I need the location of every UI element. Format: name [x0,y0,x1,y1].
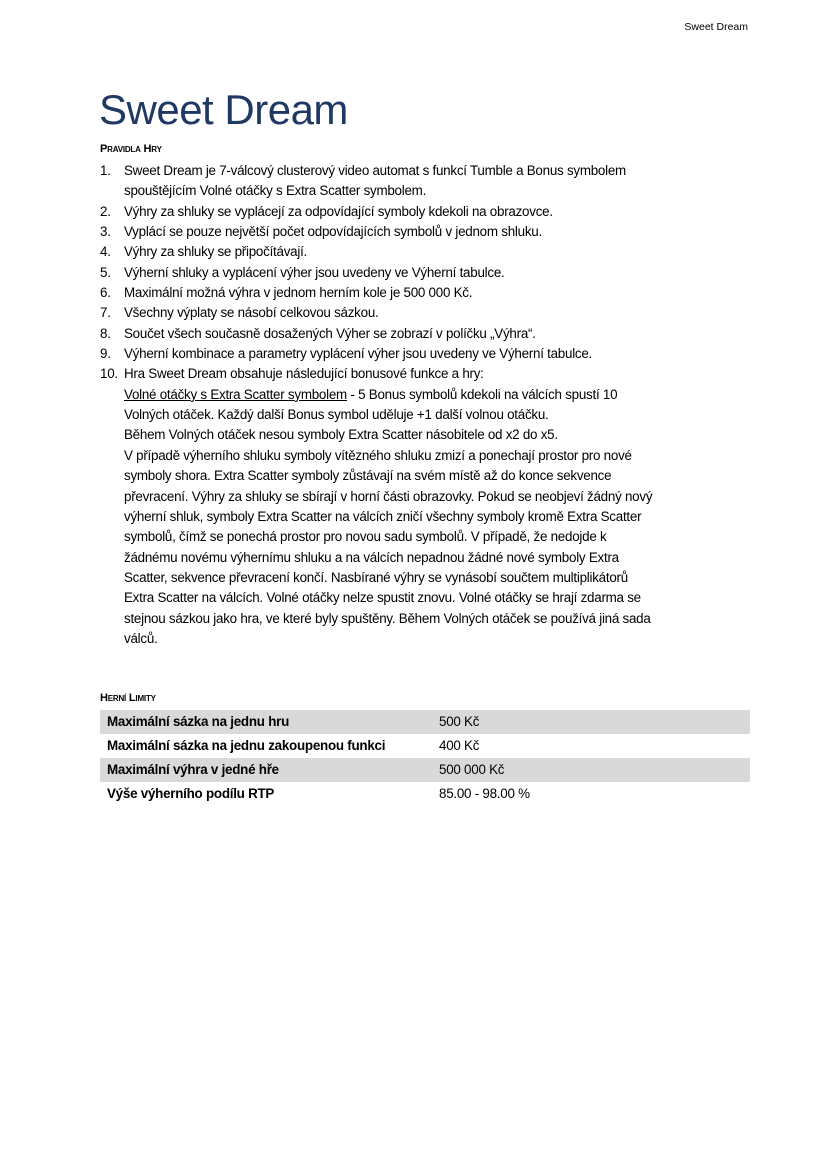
rule-item [100,242,760,262]
rule-item [100,364,760,649]
rule-item [100,161,760,202]
rule-number: 3. [100,224,111,240]
rule-text [124,344,592,364]
rule-line: Vyplácí se pouze největší počet odpovídajících symbolů v jednom shluku. [124,224,542,240]
limits-heading: Herní Limity [100,692,156,704]
rule-line: Všechny výplaty se násobí celkovou sázkou. [124,305,379,321]
rule-text [124,324,536,344]
rule-item [100,303,760,323]
rule-item [100,263,760,283]
rule-line: Výhry za shluky se připočítávají. [124,244,308,260]
page-title: Sweet Dream [99,86,348,133]
limit-value: 85.00 - 98.00 % [439,786,530,801]
rule-number: 4. [100,244,111,260]
limit-label: Výše výherního podílu RTP [107,786,275,801]
bonus-line: Extra Scatter na válcích. Volné otáčky nelze spustit znovu. Volné otáčky se hrají zdarma se [124,590,641,606]
limits-row [100,710,750,734]
rule-item [100,344,760,364]
rule-line: spouštějícím Volné otáčky s Extra Scatter symbolem. [124,183,427,199]
bonus-line: Během Volných otáček nesou symboly Extra Scatter násobitele od x2 do x5. [124,427,558,443]
bonus-first-line [124,385,652,405]
bonus-line: Scatter, sekvence převracení končí. Nasbírané výhry se vynásobí součtem multiplikátorů [124,569,628,585]
bonus-line: válců. [124,630,158,646]
limits-row [100,758,750,782]
rule-line: Maximální možná výhra v jednom herním kole je 500 000 Kč. [124,285,473,301]
rule-text [124,364,652,649]
rule-text [124,222,542,242]
running-header: Sweet Dream [684,21,748,33]
rules-heading: Pravidla Hry [100,143,162,155]
bonus-line: V případě výherního shluku symboly vítězného shluku zmizí a ponechají prostor pro nové [124,447,632,463]
limit-label: Maximální sázka na jednu hru [100,710,432,734]
rule-item [100,222,760,242]
rule-number: 8. [100,325,111,341]
rule-text [124,283,472,303]
rules-list [100,161,760,649]
rule-text [124,263,504,283]
rule-item [100,283,760,303]
limit-label: Maximální výhra v jedné hře [100,758,432,782]
limit-label: Maximální sázka na jednu zakoupenou funkci [107,738,386,753]
bonus-feature-name: Volné otáčky s Extra Scatter symbolem [124,386,347,402]
limits-table [100,710,750,806]
bonus-line: Volných otáček. Každý další Bonus symbol uděluje +1 další volnou otáčku. [124,407,549,423]
rule-number: 7. [100,305,111,321]
rule-text [124,161,626,202]
bonus-line: symboly shora. Extra Scatter symboly zůstávají na svém místě až do konce sekvence [124,468,612,484]
rule-text [124,303,378,323]
rule-line: Sweet Dream je 7-válcový clusterový video automat s funkcí Tumble a Bonus symbolem [124,163,626,178]
rule-item [100,202,760,222]
rule-item [100,324,760,344]
rule-number: 9. [100,346,111,362]
limit-value: 400 Kč [439,738,480,753]
rule-text [124,202,553,222]
rule-line: Součet všech současně dosažených Výher se zobrazí v políčku „Výhra“. [124,325,536,341]
bonus-text: - 5 Bonus symbolů kdekoli na válcích spustí 10 [346,386,618,402]
bonus-line: žádnému novému výhernímu shluku a na válcích nepadnou žádné nové symboly Extra [124,549,619,565]
rule-line: Hra Sweet Dream obsahuje následující bonusové funkce a hry: [124,366,484,382]
rule-text [124,242,307,262]
rule-number: 10. [100,366,118,382]
bonus-line: výherní shluk, symboly Extra Scatter na válcích zničí všechny symboly kromě Extra Scatter [124,508,642,524]
bonus-line: převracení. Výhry za shluky se sbírají v horní části obrazovky. Pokud se neobjeví žádný nový [124,488,653,504]
limits-row [100,734,750,758]
bonus-line: symbolů, čímž se ponechá prostor pro novou sadu symbolů. V případě, že nedojde k [124,529,607,545]
limit-value: 500 Kč [432,710,750,734]
rule-number: 6. [100,285,111,301]
rule-number: 5. [100,264,111,280]
rule-line: Výherní kombinace a parametry vyplácení výher jsou uvedeny ve Výherní tabulce. [124,346,593,362]
rule-line: Výhry za shluky se vyplácejí za odpovídající symboly kdekoli na obrazovce. [124,203,553,219]
rule-number: 2. [100,203,111,219]
rule-line: Výherní shluky a vyplácení výher jsou uvedeny ve Výherní tabulce. [124,264,505,280]
bonus-line: stejnou sázkou jako hra, ve které byly spuštěny. Během Volných otáček se používá jiná sada [124,610,651,626]
limit-value: 500 000 Kč [432,758,750,782]
rule-number: 1. [100,163,111,178]
limits-row [100,782,750,806]
